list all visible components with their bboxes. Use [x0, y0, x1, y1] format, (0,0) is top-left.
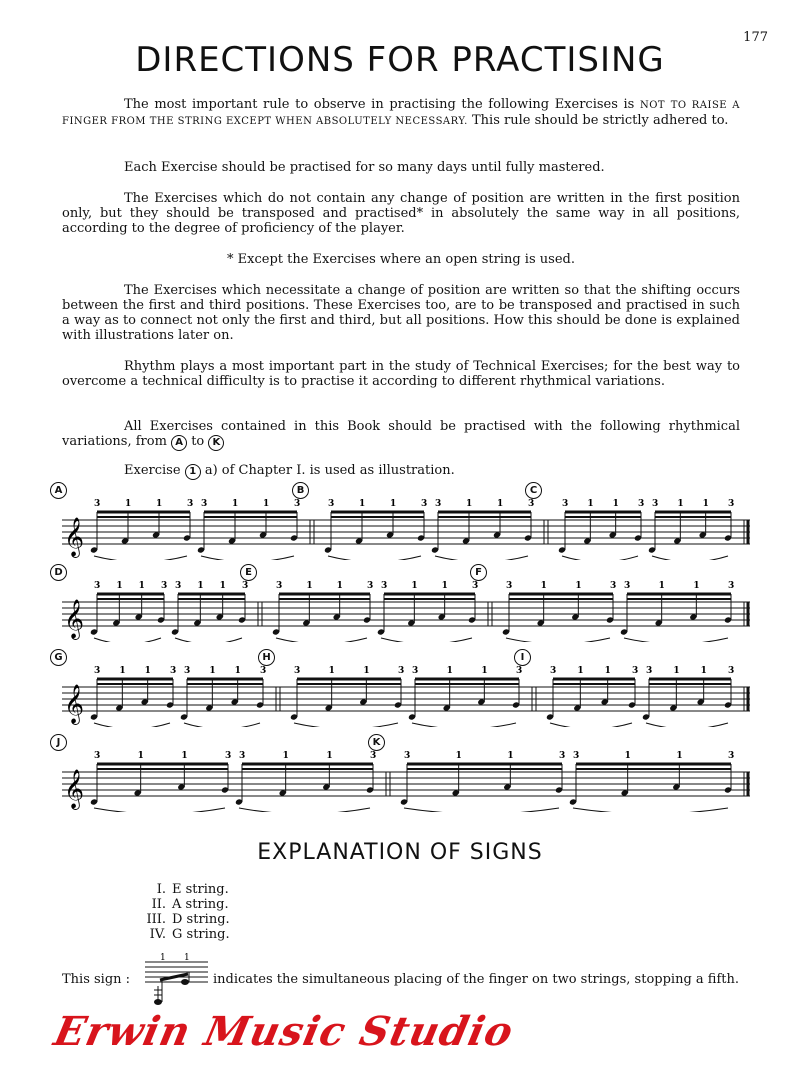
svg-text:1: 1 [612, 499, 619, 509]
this-sign-label: This sign : [62, 972, 131, 987]
svg-text:3: 3 [421, 499, 428, 509]
svg-text:1: 1 [540, 581, 547, 591]
svg-text:3: 3 [624, 581, 631, 591]
paragraph-positions: The Exercises which do not contain any change of position are written in the first position only, but they should be transposed and practised* in absolutely the same way in all positions, according to the degree of proficiency of the player. [62, 191, 740, 236]
variation-label-c: C [525, 482, 542, 499]
svg-text:1: 1 [702, 499, 709, 509]
string-text: D string. [172, 912, 230, 927]
svg-text:1: 1 [137, 751, 144, 761]
staff-row-1 [54, 485, 752, 560]
watermark: Erwin Music Studio [50, 1008, 518, 1055]
svg-text:3: 3 [239, 751, 246, 761]
svg-text:1: 1 [160, 953, 166, 963]
p1-caps-rule: TO RAISE A FINGER FROM THE STRING EXCEPT WHEN ABSOLUTELY NECESSARY. [62, 100, 740, 127]
svg-text:3: 3 [370, 751, 377, 761]
svg-text:1: 1 [390, 499, 397, 509]
variation-label-g: G [50, 649, 67, 666]
svg-text:3: 3 [404, 751, 411, 761]
svg-text:3: 3 [559, 751, 566, 761]
staff-row-3 [54, 652, 752, 727]
svg-text:3: 3 [94, 581, 101, 591]
svg-text:1: 1 [209, 666, 216, 676]
staff-svg [62, 742, 752, 812]
svg-text:3: 3 [610, 581, 617, 591]
svg-text:3: 3 [516, 666, 523, 676]
treble-clef: 𝄞 [64, 684, 85, 724]
svg-text:3: 3 [187, 499, 194, 509]
svg-text:1: 1 [497, 499, 504, 509]
svg-text:1: 1 [197, 581, 204, 591]
svg-text:1: 1 [184, 953, 190, 963]
paragraph-daily: Each Exercise should be practised for so many days until fully mastered. [124, 160, 605, 175]
fifth-sign-illustration [140, 950, 210, 1005]
variation-label-j: J [50, 734, 67, 751]
svg-text:1: 1 [411, 581, 418, 591]
variation-label-e: E [240, 564, 257, 581]
svg-text:1: 1 [119, 666, 126, 676]
svg-text:1: 1 [481, 666, 488, 676]
string-item [128, 897, 230, 912]
p7-start: Exercise [124, 463, 181, 478]
footnote: * Except the Exercises where an open string is used. [227, 252, 575, 267]
svg-text:3: 3 [646, 666, 653, 676]
svg-text:3: 3 [201, 499, 208, 509]
string-text: E string. [172, 882, 229, 897]
string-num: III. [146, 912, 166, 927]
svg-text:3: 3 [94, 666, 101, 676]
svg-text:1: 1 [125, 499, 132, 509]
svg-text:1: 1 [116, 581, 123, 591]
svg-text:1: 1 [138, 581, 145, 591]
string-num: IV. [149, 927, 166, 942]
svg-text:3: 3 [728, 666, 735, 676]
svg-text:1: 1 [232, 499, 239, 509]
svg-text:3: 3 [381, 581, 388, 591]
string-list [128, 882, 230, 942]
svg-text:3: 3 [170, 666, 177, 676]
svg-text:1: 1 [575, 581, 582, 591]
svg-text:3: 3 [506, 581, 513, 591]
svg-text:1: 1 [507, 751, 514, 761]
explanation-title: EXPLANATION OF SIGNS [257, 840, 543, 865]
staff-row-4 [56, 737, 752, 812]
variation-label-i: I [514, 649, 531, 666]
svg-text:3: 3 [94, 499, 101, 509]
p1-start: The most important rule to observe in practising the following Exercises is [124, 97, 635, 112]
svg-text:3: 3 [472, 581, 479, 591]
svg-text:1: 1 [673, 666, 680, 676]
svg-text:1: 1 [282, 751, 289, 761]
staff-row-2 [54, 567, 752, 642]
svg-text:1: 1 [577, 666, 584, 676]
svg-text:1: 1 [466, 499, 473, 509]
string-num: I. [156, 882, 166, 897]
svg-text:1: 1 [144, 666, 151, 676]
svg-text:1: 1 [676, 751, 683, 761]
p7-end: a) of Chapter I. is used as illustration. [204, 463, 455, 478]
variation-label-h: H [258, 649, 275, 666]
paragraph-variations [62, 419, 740, 451]
svg-text:1: 1 [700, 666, 707, 676]
svg-text:1: 1 [181, 751, 188, 761]
svg-text:3: 3 [632, 666, 639, 676]
string-num: II. [151, 897, 166, 912]
svg-text:3: 3 [412, 666, 419, 676]
svg-text:3: 3 [367, 581, 374, 591]
treble-clef: 𝄞 [64, 769, 85, 809]
page-number: 177 [743, 30, 768, 45]
variation-label-a: A [50, 482, 67, 499]
svg-text:1: 1 [219, 581, 226, 591]
string-item [128, 882, 230, 897]
svg-text:3: 3 [175, 581, 182, 591]
svg-text:3: 3 [728, 499, 735, 509]
circle-exercise-1: 1 [185, 464, 201, 480]
svg-text:1: 1 [156, 499, 163, 509]
svg-text:3: 3 [94, 751, 101, 761]
paragraph-shifting: The Exercises which necessitate a change of position are written so that the shifting occurs between the first and third positions. These Exercises too, are to be transposed and practised in such a way as to connect not only the first and third, but all positions. How this should be done is explained with illustrations later on. [62, 283, 740, 343]
svg-text:1: 1 [234, 666, 241, 676]
variation-label-b: B [292, 482, 309, 499]
treble-clef: 𝄞 [64, 599, 85, 639]
svg-text:3: 3 [398, 666, 405, 676]
svg-text:1: 1 [677, 499, 684, 509]
svg-text:3: 3 [728, 581, 735, 591]
page-title: DIRECTIONS FOR PRACTISING [135, 40, 665, 80]
svg-text:3: 3 [652, 499, 659, 509]
svg-text:3: 3 [435, 499, 442, 509]
svg-text:3: 3 [276, 581, 283, 591]
string-text: A string. [172, 897, 229, 912]
svg-text:1: 1 [604, 666, 611, 676]
svg-text:3: 3 [728, 751, 735, 761]
svg-text:3: 3 [294, 666, 301, 676]
svg-text:3: 3 [225, 751, 232, 761]
svg-text:3: 3 [260, 666, 267, 676]
svg-text:3: 3 [528, 499, 535, 509]
svg-text:3: 3 [573, 751, 580, 761]
svg-text:1: 1 [306, 581, 313, 591]
svg-text:3: 3 [328, 499, 335, 509]
sign-description: indicates the simultaneous placing of the finger on two strings, stopping a fifth. [213, 972, 739, 987]
paragraph-rhythm: Rhythm plays a most important part in the study of Technical Exercises; for the best way to overcome a technical difficulty is to practise it according to different rhythmical variations. [62, 359, 740, 389]
svg-text:1: 1 [363, 666, 370, 676]
variation-label-d: D [50, 564, 67, 581]
circle-label-a: A [171, 435, 187, 451]
staff-svg [62, 490, 752, 560]
svg-text:1: 1 [455, 751, 462, 761]
svg-text:1: 1 [587, 499, 594, 509]
circle-label-k: K [208, 435, 224, 451]
staff-svg [62, 657, 752, 727]
treble-clef: 𝄞 [64, 517, 85, 557]
string-item [128, 912, 230, 927]
p6-to-word: to [191, 434, 205, 449]
svg-text:1: 1 [693, 581, 700, 591]
p6-start: All Exercises contained in this Book should be practised with the following rhythmical variations, from [62, 419, 740, 449]
svg-text:3: 3 [184, 666, 191, 676]
svg-text:3: 3 [161, 581, 168, 591]
svg-text:1: 1 [263, 499, 270, 509]
svg-text:1: 1 [336, 581, 343, 591]
svg-text:1: 1 [658, 581, 665, 591]
paragraph-rule [62, 97, 740, 129]
string-text: G string. [172, 927, 230, 942]
paragraph-exercise [62, 463, 740, 480]
variation-label-f: F [470, 564, 487, 581]
variation-label-k: K [368, 734, 385, 751]
staff-svg [62, 572, 752, 642]
svg-text:1: 1 [441, 581, 448, 591]
svg-text:1: 1 [624, 751, 631, 761]
svg-text:3: 3 [242, 581, 249, 591]
svg-text:3: 3 [638, 499, 645, 509]
svg-text:3: 3 [294, 499, 301, 509]
string-item [128, 927, 230, 942]
svg-text:3: 3 [550, 666, 557, 676]
svg-text:1: 1 [328, 666, 335, 676]
svg-text:1: 1 [359, 499, 366, 509]
svg-text:1: 1 [326, 751, 333, 761]
svg-text:1: 1 [446, 666, 453, 676]
svg-text:3: 3 [562, 499, 569, 509]
p1-caps-not: NOT [639, 100, 666, 111]
p1-end: This rule should be strictly adhered to. [472, 113, 729, 128]
